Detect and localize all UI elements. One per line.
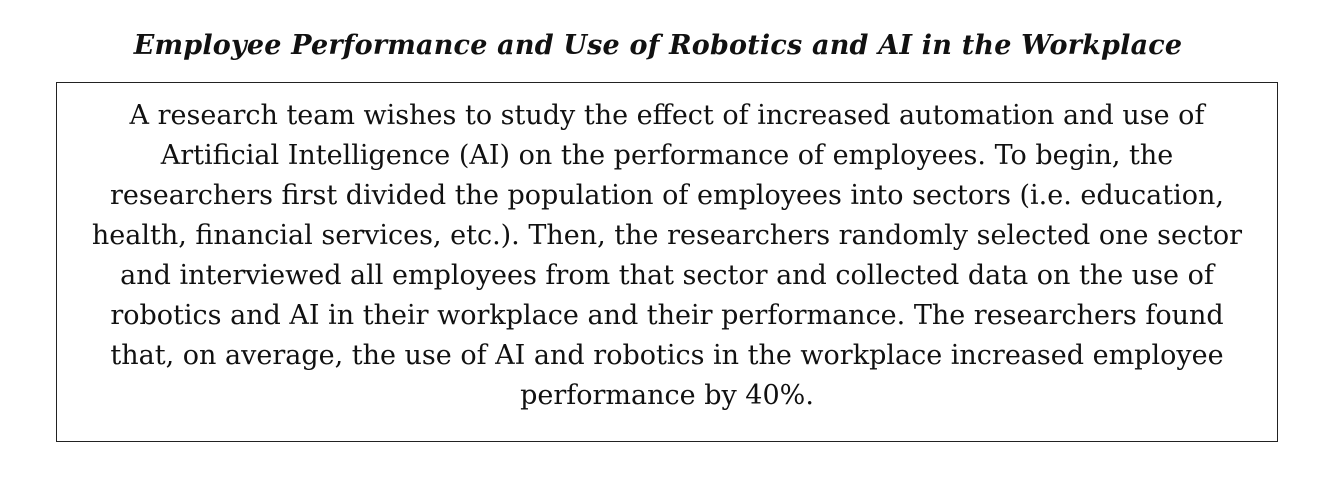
passage-line: A research team wishes to study the effect of increased automation and use of [129, 100, 1205, 131]
passage-box [56, 82, 1278, 442]
document-title: Employee Performance and Use of Robotics and AI in the Workplace [133, 30, 1183, 61]
passage-line: and interviewed all employees from that sector and collected data on the use of [120, 260, 1214, 291]
passage-line: Artificial Intelligence (AI) on the performance of employees. To begin, the [160, 140, 1174, 171]
passage-line: robotics and AI in their workplace and their performance. The researchers found [110, 300, 1224, 331]
passage-line: that, on average, the use of AI and robotics in the workplace increased employee [110, 340, 1224, 371]
passage-line: health, financial services, etc.). Then, the researchers randomly selected one sector [91, 220, 1243, 251]
passage-text [71, 96, 1263, 416]
passage-line: researchers first divided the population of employees into sectors (i.e. education, [110, 180, 1224, 211]
passage-line: performance by 40%. [520, 380, 814, 411]
